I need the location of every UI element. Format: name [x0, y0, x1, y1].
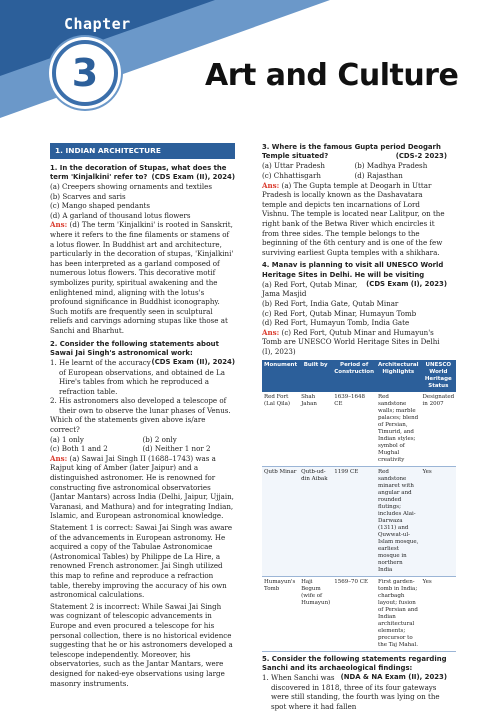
q2-statement-1: 1. He learnt of the accuracy of European observations, and obtained de La Hire's tables from which he reproduced a refraction table.: [50, 357, 225, 396]
q2-option-a: (a) 1 only: [50, 434, 84, 444]
chapter-number: 3: [71, 51, 99, 95]
q4-text: 4. Manav is planning to visit all UNESCO World Heritage Sites in Delhi. He will be visiting: [262, 261, 444, 279]
q5-text: 5. Consider the following statements regarding Sanchi and its archaeological findings:: [262, 654, 447, 672]
q2-option-d: (d) Neither 1 nor 2: [142, 444, 211, 454]
table-cell: First garden-tomb in India; charbagh layout; fusion of Persian and Indian architectural elements; precursor to the Taj Mahal.: [376, 576, 421, 651]
q2-answer: [50, 454, 235, 521]
q2-ans-text: (a) Sawai Jai Singh II (1688–1743) was a Rajput king of Amber (later Jaipur) and a distinguished astronomer. He is renowned for constructing five astronomical observatories (Jantar Mantars) across India (Delhi, Jaipur, Ujjain, Varanasi, and Mathura) and for integrating Indian, Islamic, and European astronomical knowledge.: [50, 453, 234, 521]
q1-answer: [50, 220, 235, 335]
q1-ref: (CDS Exam (II), 2024): [151, 172, 235, 181]
section-heading: 1. INDIAN ARCHITECTURE: [50, 143, 235, 159]
q1-ans-label: Ans:: [50, 220, 68, 230]
table-cell: Haji Begum (wife of Humayun): [299, 576, 332, 651]
q4-ans-label: Ans:: [262, 327, 280, 337]
q1-option-c: (c) Mango shaped pendants: [50, 201, 151, 211]
q4-answer: [262, 328, 447, 357]
q1-ans-text: (d) The term 'Kinjalkini' is rooted in Sanskrit, where it refers to the fine filaments or stamens of a lotus flower. In Buddhist art and architecture, particularly in the decoration of stupas, 'Kinjalkini' has been interpreted as a garland composed of numerous lotus flowers. This decorative motif symbolizes purity, spiritual awakening and the enlightened mind, aligning with the lotus's profound significance in Buddhist iconography. Such motifs are frequently seen in sculptural reliefs and carvings adorning stupas like those at Sanchi and Bharhut.: [50, 220, 234, 335]
chapter-banner: [0, 0, 480, 135]
q3-ref: (CDS-2 2023): [395, 152, 447, 161]
monuments-table: [262, 360, 456, 652]
q2-text: 2. Consider the following statements about Sawai Jai Singh's astronomical work:: [50, 339, 219, 357]
table-row: [262, 576, 456, 651]
q3-option-c: (c) Chhattisgarh: [262, 171, 321, 180]
table-header: Architectural Highlights: [376, 360, 421, 392]
q4-ref: (CDS Exam (I), 2023): [366, 279, 447, 288]
q3-ans-text: (a) The Gupta temple at Deogarh in Uttar Pradesh is locally known as the Dashavatara temple and depicts ten incarnations of Lord Vishnu. The temple is located near Lalitpur, on the right bank of the Betwa River which encircles it from three sides. The temple belongs to the beginning of the 6th century and is one of the few surviving earliest Gupta temples with a shikhara.: [262, 180, 445, 257]
q4-ans-text: (c) Red Fort, Qutub Minar and Humayun's Tomb are UNESCO World Heritage Sites in Delhi (I), 2023): [262, 327, 440, 356]
question-1: [50, 164, 235, 182]
table-row: [262, 466, 456, 576]
table-cell: Qutb Minar: [262, 466, 299, 576]
q2-statement-2-explanation: Statement 2 is incorrect: While Sawai Jai Singh was cognizant of telescopic advancements in Europe and even procured a telescope for his personal collection, there is no historical evidence suggesting that he or his astronomers developed a telescope independently. Moreover, his observatories, such as the Jantar Mantars, were designed for naked-eye observations using large masonry instruments.: [50, 601, 233, 688]
q4-option-c: (c) Red Fort, Qutab Minar, Humayun Tomb: [262, 308, 417, 318]
table-cell: Red sandstone minaret with angular and rounded flutings; includes Alai-Darwaza (1311) and Quwwat-ul-Islam mosque, earliest mosque in northern India: [376, 466, 421, 576]
q1-option-a: (a) Creepers showing ornaments and textiles: [50, 182, 213, 191]
question-5: [262, 654, 447, 681]
q1-option-b: (b) Scarves and saris: [50, 191, 126, 201]
table-cell: Humayun's Tomb: [262, 576, 299, 651]
table-cell: 1639–1648 CE: [332, 392, 376, 467]
question-4: [262, 261, 447, 288]
q3-option-b: (b) Madhya Pradesh: [354, 161, 428, 171]
table-cell: Red Fort (Lal Qila): [262, 392, 299, 467]
chapter-label: Chapter: [64, 15, 131, 33]
q1-option-d: (d) A garland of thousand lotus flowers: [50, 210, 191, 220]
table-header: Period of Construction: [332, 360, 376, 392]
table-row: [262, 392, 456, 467]
question-3: [262, 143, 447, 161]
table-cell: Red sandstone walls; marble palaces; blend of Persian, Timurid, and Indian styles; symbol of Mughal creativity: [376, 392, 421, 467]
table-header-row: [262, 360, 456, 392]
chapter-title: Art and Culture: [205, 58, 459, 93]
q4-option-d: (d) Red Fort, Humayun Tomb, India Gate: [262, 318, 410, 328]
q3-option-d: (d) Rajasthan: [354, 171, 403, 180]
q4-option-a: (a) Red Fort, Qutab Minar, Jama Masjid: [262, 279, 358, 299]
q1-text: 1. In the decoration of Stupas, what does the term 'Kinjalkini' refer to?: [50, 163, 227, 181]
chapter-number-badge: [52, 40, 118, 106]
q2-statement-1-explanation: Statement 1 is correct: Sawai Jai Singh was aware of the advancements in European astronomy. He acquired a copy of the Tabulae Astronomicae (Astronomical Tables) by Philippe de La Hire, a renowned French astronomer. Jai Singh utilized this map to refine and reproduce a refraction table, thereby improving the accuracy of his own astronomical calculations.: [50, 523, 233, 600]
q2-options: [50, 435, 235, 454]
table-cell: Yes: [421, 576, 457, 651]
q3-options: [262, 161, 447, 180]
left-column: [50, 143, 235, 690]
table-cell: Yes: [421, 466, 457, 576]
table-cell: 1199 CE: [332, 466, 376, 576]
right-column: [262, 143, 455, 711]
q2-option-b: (b) 2 only: [142, 434, 177, 444]
q2-ans-label: Ans:: [50, 453, 68, 463]
table-header: Built by: [299, 360, 332, 392]
q3-ans-label: Ans:: [262, 180, 280, 190]
q3-answer: [262, 181, 447, 258]
table-header: Monument: [262, 360, 299, 392]
table-cell: Shah Jahan: [299, 392, 332, 467]
table-cell: 1569–70 CE: [332, 576, 376, 651]
table-cell: Designated in 2007: [421, 392, 457, 467]
q4-option-b: (b) Red Fort, India Gate, Qutab Minar: [262, 298, 399, 308]
q2-which: Which of the statements given above is/are correct?: [50, 415, 206, 435]
table-header: UNESCO World Heritage Status: [421, 360, 457, 392]
q3-text: 3. Where is the famous Gupta period Deogarh Temple situated?: [262, 143, 441, 161]
q5-ref: (NDA & NA Exam (II), 2023): [340, 672, 447, 681]
question-2: [50, 339, 235, 366]
q2-option-c: (c) Both 1 and 2: [50, 444, 108, 454]
q2-ref: (CDS Exam (II), 2024): [151, 357, 235, 366]
q3-option-a: (a) Uttar Pradesh: [262, 161, 325, 171]
q5-statement-1: 1. When Sanchi was discovered in 1818, three of its four gateways were still standing, the fourth was lying on the spot where it had fallen: [262, 672, 440, 711]
q2-statement-2: 2. His astronomers also developed a telescope of their own to observe the lunar phases of Venus.: [50, 396, 231, 415]
table-cell: Qutb-ud-din Aibak: [299, 466, 332, 576]
